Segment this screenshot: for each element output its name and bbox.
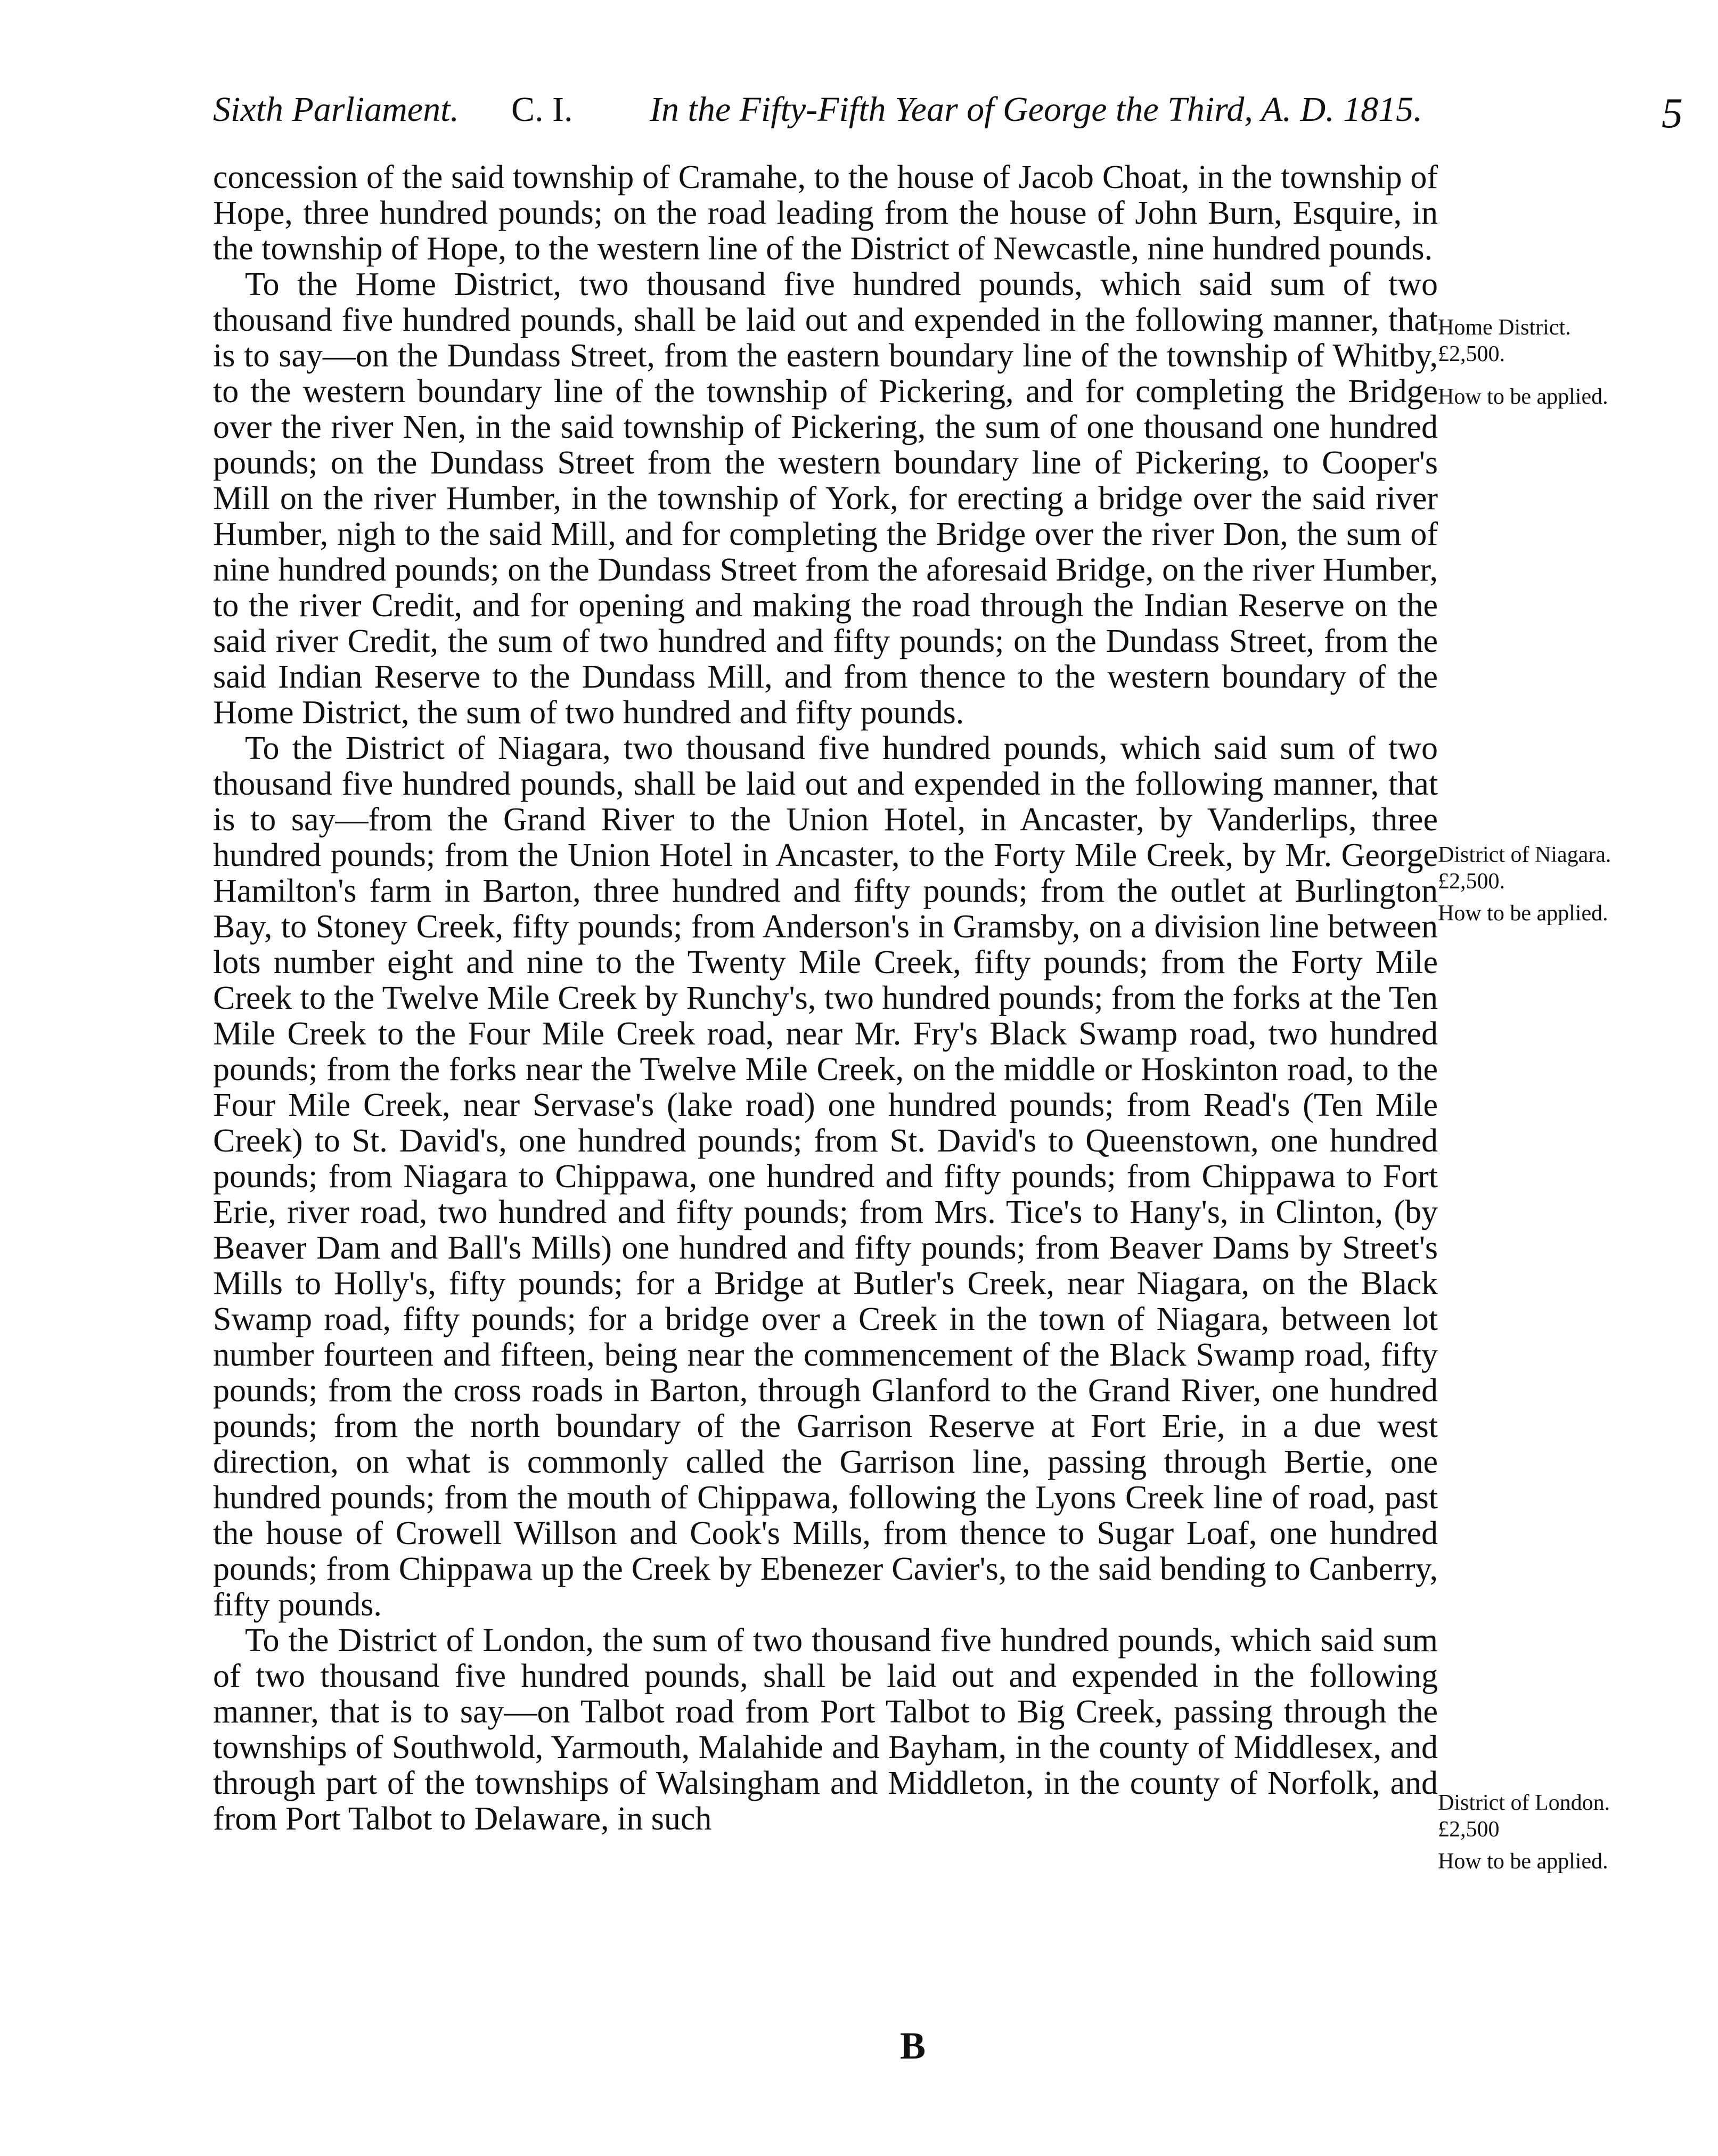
signature-mark: B [900,2024,926,2067]
margin-niagara-how: How to be applied. [1438,901,1608,926]
margin-niagara-district: District of Niagara. [1438,843,1611,867]
running-header [213,89,1683,148]
margin-london-amount: £2,500 [1438,1817,1500,1842]
margin-home-district: Home District. [1438,315,1571,340]
paragraph-niagara-district: To the District of Niagara, two thousand five hundred pounds, which said sum of two thousand five hundred pounds, shall be laid out and expended in the following manner, that is to say—from the Grand River to the Union Hotel, in Ancaster, by Vanderlips, three hundred pounds; from the Union Hotel in Ancaster, to the Forty Mile Creek, by Mr. George Hamilton's farm in Barton, three hundred and fifty pounds; from the outlet at Burlington Bay, to Stoney Creek, fifty pounds; from Anderson's in Gramsby, on a division line between lots number eight and nine to the Twenty Mile Creek, fifty pounds; from the Forty Mile Creek to the Twelve Mile Creek by Runchy's, two hundred pounds; from the forks at the Ten Mile Creek to the Four Mile Creek road, near Mr. Fry's Black Swamp road, two hundred pounds; from the forks near the Twelve Mile Creek, on the middle or Hoskinton road, to the Four Mile Creek, near Servase's (lake road) one hundred pounds; from Read's (Ten Mile Creek) to St. David's, one hundred pounds; from St. David's to Queenstown, one hundred pounds; from Niagara to Chippawa, one hundred and fifty pounds; from Chippawa to Fort Erie, river road, two hundred and fifty pounds; from Mrs. Tice's to Hany's, in Clinton, (by Beaver Dam and Ball's Mills) one hundred and fifty pounds; from Beaver Dams by Street's Mills to Holly's, fifty pounds; for a Bridge at Butler's Creek, near Niagara, on the Black Swamp road, fifty pounds; for a bridge over a Creek in the town of Niagara, between lot number fourteen and fifteen, being near the commencement of the Black Swamp road, fifty pounds; from the cross roads in Barton, through Glanford to the Grand River, one hundred pounds; from the north boundary of the Garrison Reserve at Fort Erie, in a due west direction, on what is commonly called the Garrison line, passing through Bertie, one hundred pounds; from the mouth of Chippawa, following the Lyons Creek line of road, past the house of Crowell Willson and Cook's Mills, from thence to Sugar Loaf, one hundred pounds; from Chippawa up the Creek by Ebenezer Cavier's, to the said bending to Canberry, fifty pounds. [213,730,1438,1623]
margin-london-how: How to be applied. [1438,1849,1608,1874]
header-parliament: Sixth Parliament. [213,90,459,129]
margin-home-how: How to be applied. [1438,385,1608,409]
margin-note-home [1438,314,1704,410]
margin-london-district: District of London. [1438,1791,1610,1815]
paragraph-newcastle-continued: concession of the said township of Cramahe, to the house of Jacob Choat, in the township of Hope, three hundred pounds; on the road leading from the house of John Burn, Esquire, in the township of Hope, to the western line of the District of Newcastle, nine hundred pounds. [213,159,1438,267]
paragraph-home-district: To the Home District, two thousand five hundred pounds, which said sum of two thousand five hundred pounds, shall be laid out and expended in the following manner, that is to say—on the Dundass Street, from the eastern boundary line of the township of Whitby, to the western boundary line of the township of Pickering, and for completing the Bridge over the river Nen, in the said township of Pickering, the sum of one thousand one hundred pounds; on the Dundass Street from the western boundary line of Pickering, to Cooper's Mill on the river Humber, in the township of York, for erecting a bridge over the said river Humber, nigh to the said Mill, and for completing the Bridge over the river Don, the sum of nine hundred pounds; on the Dundass Street from the aforesaid Bridge, on the river Humber, to the river Credit, and for opening and making the road through the Indian Reserve on the said river Credit, the sum of two hundred and fifty pounds; on the Dundass Street, from the said Indian Reserve to the Dundass Mill, and from thence to the western boundary of the Home District, the sum of two hundred and fifty pounds. [213,266,1438,731]
margin-note-london [1438,1790,1704,1875]
margin-note-niagara [1438,842,1704,927]
body-text [213,160,1438,1837]
header-title: In the Fifty-Fifth Year of George the Third, A. D. 1815. [650,90,1422,129]
header-chapter: C. I. [511,90,573,129]
page-number: 5 [1662,90,1683,137]
margin-home-amount: £2,500. [1438,342,1505,366]
paragraph-london-district: To the District of London, the sum of two thousand five hundred pounds, which said sum of two thousand five hundred pounds, shall be laid out and expended in the following manner, that is to say—on Talbot road from Port Talbot to Big Creek, passing through the townships of Southwold, Yarmouth, Malahide and Bayham, in the county of Middlesex, and through part of the townships of Walsingham and Middleton, in the county of Norfolk, and from Port Talbot to Delaware, in such [213,1622,1438,1837]
margin-niagara-amount: £2,500. [1438,869,1505,894]
